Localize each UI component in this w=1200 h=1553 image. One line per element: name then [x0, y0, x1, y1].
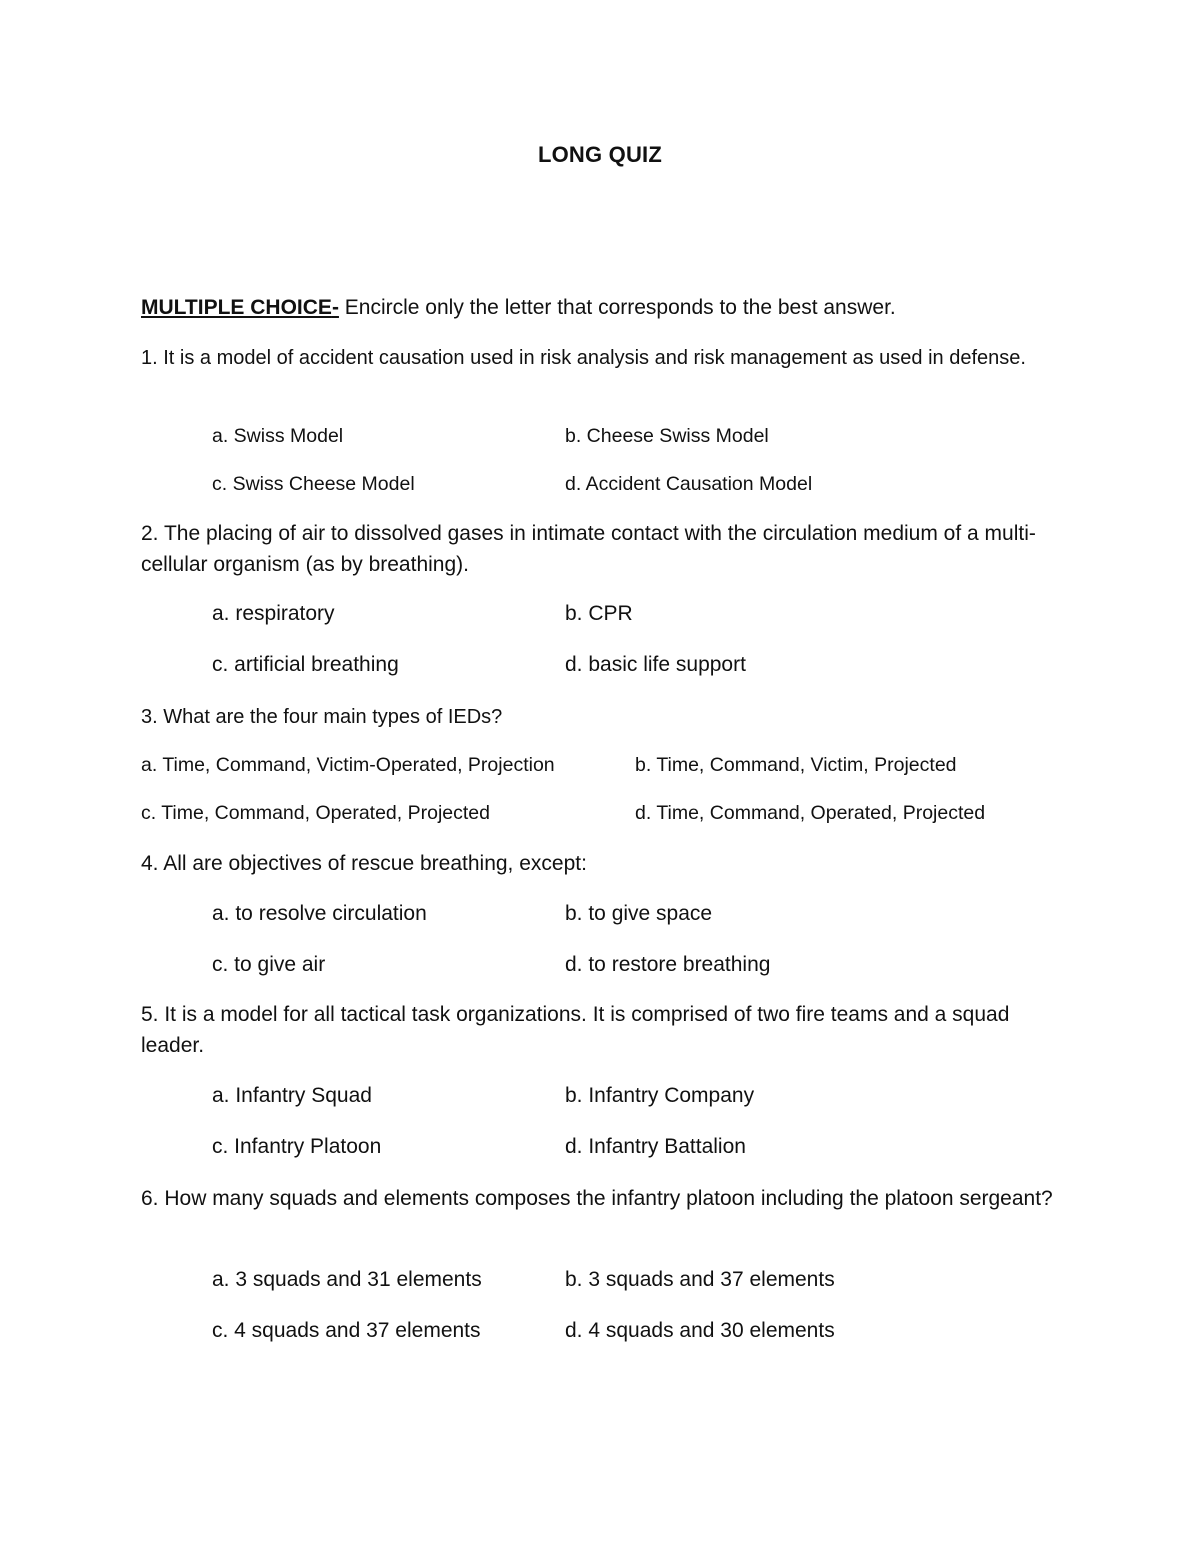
q6-option-a: a. 3 squads and 31 elements — [212, 1268, 482, 1291]
instructions-dash: - — [331, 296, 339, 319]
instructions-label: MULTIPLE CHOICE — [141, 296, 332, 319]
q5-option-c: c. Infantry Platoon — [212, 1135, 382, 1158]
q1-option-b: b. Cheese Swiss Model — [565, 425, 769, 447]
instructions-text: Encircle only the letter that corresponds to the best answer. — [338, 296, 896, 319]
q5-option-b: b. Infantry Company — [565, 1084, 755, 1107]
instructions — [141, 294, 1101, 322]
q1-option-a: a. Swiss Model — [212, 425, 344, 447]
q6-option-c: c. 4 squads and 37 elements — [212, 1319, 481, 1342]
question-2: 2. The placing of air to dissolved gases in intimate contact with the circulation medium of a multi-cellular organism (as by breathing). — [141, 522, 1036, 576]
q4-option-a: a. to resolve circulation — [212, 902, 427, 925]
question-1: 1. It is a model of accident causation used in risk analysis and risk management as used in defense. — [141, 347, 1026, 369]
question-3: 3. What are the four main types of IEDs? — [141, 706, 503, 728]
question-5: 5. It is a model for all tactical task organizations. It is comprised of two fire teams and a squad leader. — [141, 1003, 1010, 1057]
q4-option-c: c. to give air — [212, 953, 326, 976]
q3-option-d: d. Time, Command, Operated, Projected — [635, 802, 986, 824]
q2-option-d: d. basic life support — [565, 653, 746, 676]
q2-option-b: b. CPR — [565, 602, 633, 625]
q5-option-a: a. Infantry Squad — [212, 1084, 372, 1107]
q2-option-a: a. respiratory — [212, 602, 335, 625]
question-6: 6. How many squads and elements composes the infantry platoon including the platoon sergeant? — [141, 1187, 1053, 1210]
q6-option-d: d. 4 squads and 30 elements — [565, 1319, 835, 1342]
q4-option-d: d. to restore breathing — [565, 953, 771, 976]
q3-option-b: b. Time, Command, Victim, Projected — [635, 754, 957, 776]
q4-option-b: b. to give space — [565, 902, 713, 925]
q3-option-c: c. Time, Command, Operated, Projected — [141, 802, 490, 824]
q1-option-c: c. Swiss Cheese Model — [212, 473, 415, 495]
q5-option-d: d. Infantry Battalion — [565, 1135, 746, 1158]
page-title: LONG QUIZ — [537, 142, 662, 167]
q2-option-c: c. artificial breathing — [212, 653, 399, 676]
q1-option-d: d. Accident Causation Model — [565, 473, 813, 495]
question-4: 4. All are objectives of rescue breathing, except: — [141, 852, 587, 875]
q6-option-b: b. 3 squads and 37 elements — [565, 1268, 835, 1291]
q3-option-a: a. Time, Command, Victim-Operated, Projection — [141, 754, 555, 776]
